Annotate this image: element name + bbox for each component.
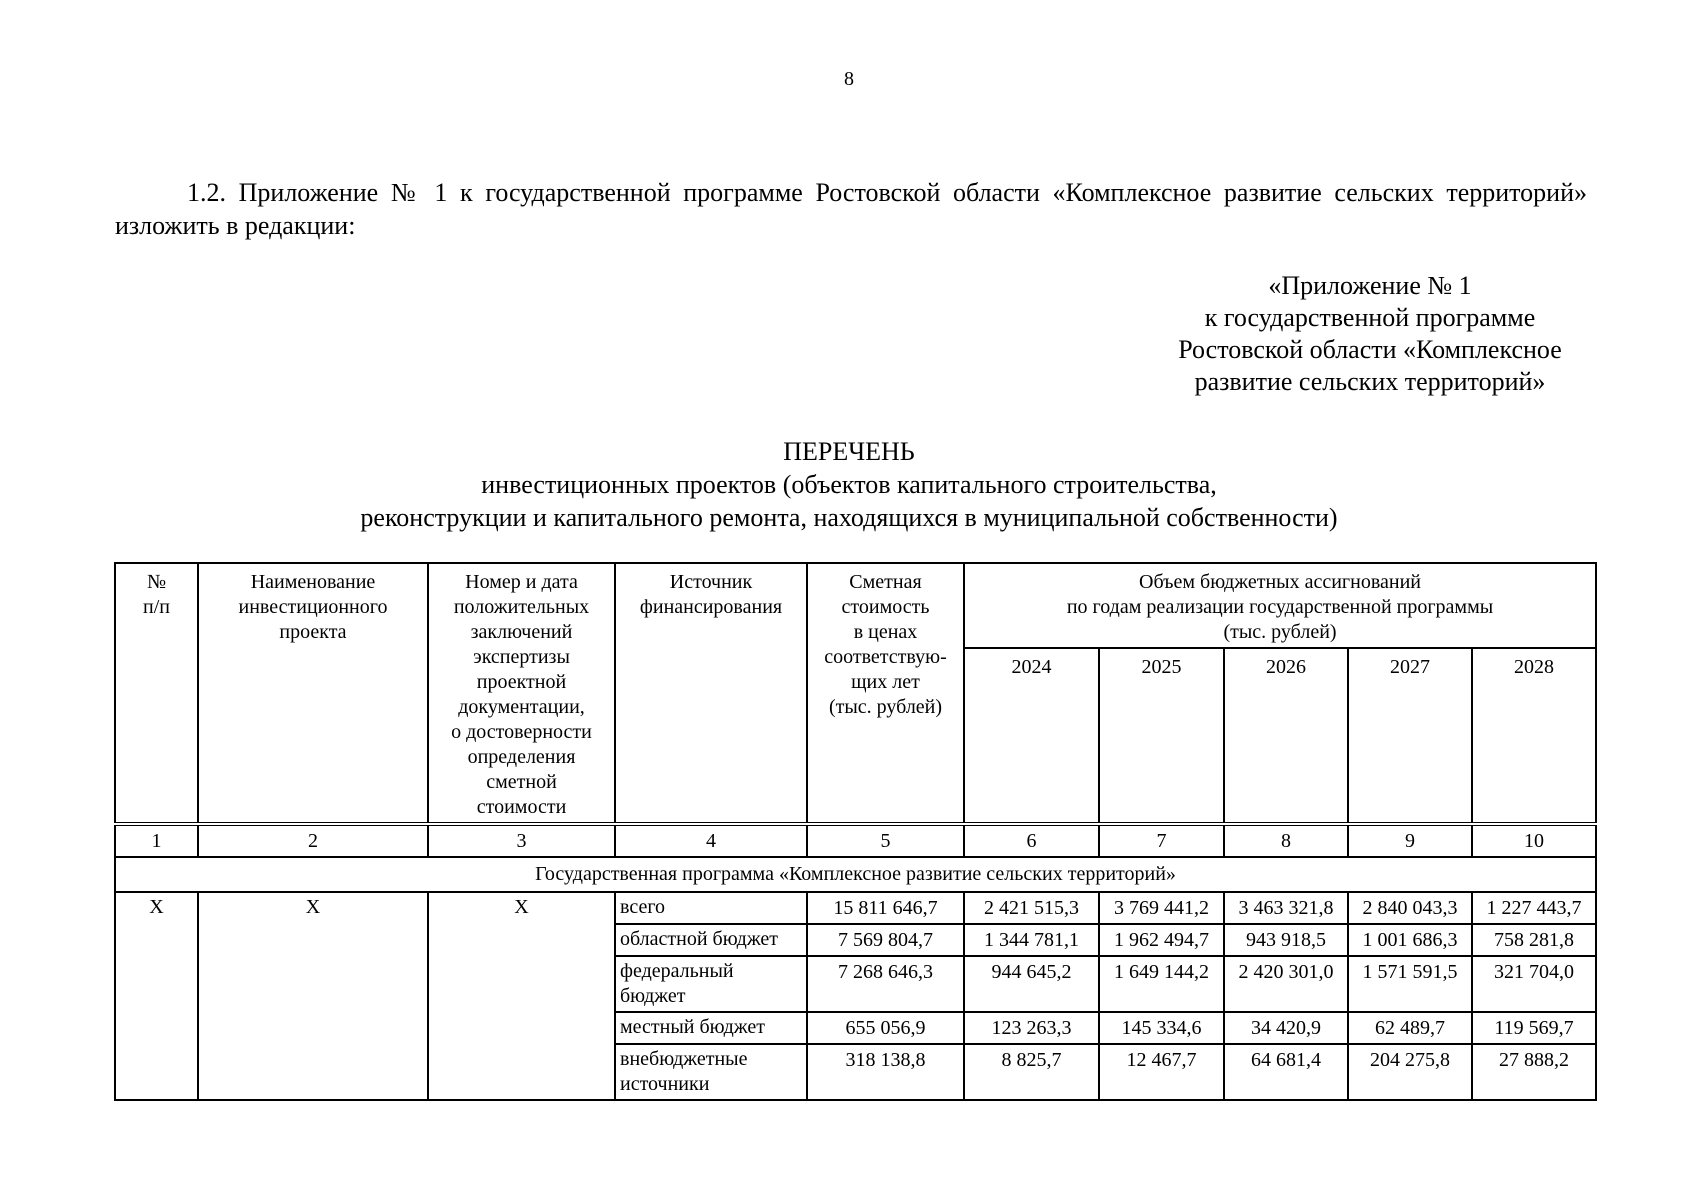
header-number [115,563,198,824]
header-text: инвестиционного [238,596,388,618]
year-value-cell: 27 888,2 [1472,1044,1596,1100]
column-number: 9 [1348,824,1472,857]
column-numbers-row [115,824,1596,857]
table-row [115,892,1596,924]
year-value-cell: 1 001 686,3 [1348,924,1472,956]
header-text: Сметная [849,571,922,593]
placeholder-cell: Х [198,892,428,1100]
year-value-cell: 944 645,2 [964,956,1099,1012]
year-value-cell: 3 463 321,8 [1224,892,1348,924]
header-year-2025: 2025 [1099,648,1224,824]
year-value-cell: 62 489,7 [1348,1012,1472,1044]
header-text: определения [467,746,576,768]
year-value-cell: 2 421 515,3 [964,892,1099,924]
source-cell: федеральный бюджет [615,956,807,1012]
header-text: Источник [669,571,753,593]
header-text: заключений [470,621,573,643]
header-estimate [807,563,964,824]
list-title-heading: ПЕРЕЧЕНЬ [783,437,915,466]
year-value-cell: 145 334,6 [1099,1012,1224,1044]
header-text: Наименование [250,571,376,593]
header-year-2027: 2027 [1348,648,1472,824]
header-expertise [428,563,615,824]
column-number: 10 [1472,824,1596,857]
header-text: по годам реализации государственной программы [1066,596,1494,618]
header-text: Номер и дата [465,571,578,593]
investment-projects-table [114,562,1597,1101]
placeholder-cell: Х [115,892,198,1100]
appendix-note-line: «Приложение № 1 [1268,271,1472,300]
header-year-2024: 2024 [964,648,1099,824]
program-title: Государственная программа «Комплексное развитие сельских территорий» [115,857,1596,892]
year-value-cell: 2 420 301,0 [1224,956,1348,1012]
column-number: 2 [198,824,428,857]
appendix-note [1130,270,1610,398]
year-value-cell: 204 275,8 [1348,1044,1472,1100]
header-text: о достоверности [451,721,592,743]
year-value-cell: 943 918,5 [1224,924,1348,956]
column-number: 7 [1099,824,1224,857]
header-row [115,563,1596,648]
header-text: (тыс. рублей) [828,696,943,718]
header-text: сметной [486,771,557,793]
year-value-cell: 64 681,4 [1224,1044,1348,1100]
year-value-cell: 1 344 781,1 [964,924,1099,956]
column-number: 1 [115,824,198,857]
intro-paragraph: 1.2. Приложение № 1 к государственной программе Ростовской области «Комплексное развитие сельских территорий» изложить в редакции: [115,178,1587,240]
source-cell: областной бюджет [615,924,807,956]
page-number: 8 [844,68,854,90]
year-value-cell: 1 649 144,2 [1099,956,1224,1012]
year-value-cell: 1 571 591,5 [1348,956,1472,1012]
header-text: п/п [143,596,170,618]
header-text: (тыс. рублей) [1223,621,1337,643]
list-title-line: реконструкции и капитального ремонта, находящихся в муниципальной собственности) [360,503,1338,532]
year-value-cell: 12 467,7 [1099,1044,1224,1100]
year-value-cell: 3 769 441,2 [1099,892,1224,924]
year-value-cell: 2 840 043,3 [1348,892,1472,924]
list-title [0,435,1698,534]
year-value-cell: 8 825,7 [964,1044,1099,1100]
source-cell: местный бюджет [615,1012,807,1044]
header-text: положительных [453,596,590,618]
placeholder-cell: Х [428,892,615,1100]
appendix-note-line: развитие сельских территорий» [1194,367,1546,396]
year-value-cell: 119 569,7 [1472,1012,1596,1044]
estimate-cell: 7 268 646,3 [807,956,964,1012]
column-number: 3 [428,824,615,857]
header-text: щих лет [851,671,920,693]
header-text: № [146,571,167,593]
header-text: в ценах [853,621,918,643]
column-number: 5 [807,824,964,857]
column-number: 4 [615,824,807,857]
estimate-cell: 318 138,8 [807,1044,964,1100]
program-title-row [115,857,1596,892]
header-text: проекта [279,621,347,643]
header-text: соответствую- [824,646,947,668]
year-value-cell: 758 281,8 [1472,924,1596,956]
header-year-2026: 2026 [1224,648,1348,824]
header-text: Объем бюджетных ассигнований [1139,571,1422,593]
year-value-cell: 123 263,3 [964,1012,1099,1044]
header-text: финансирования [639,596,783,618]
column-number: 8 [1224,824,1348,857]
header-text: проектной [476,671,567,693]
appendix-note-line: к государственной программе [1204,303,1536,332]
appendix-note-line: Ростовской области «Комплексное [1178,335,1562,364]
year-value-cell: 321 704,0 [1472,956,1596,1012]
header-text: экспертизы [473,646,570,668]
estimate-cell: 655 056,9 [807,1012,964,1044]
year-value-cell: 1 962 494,7 [1099,924,1224,956]
source-cell: внебюджетные источники [615,1044,807,1100]
header-year-2028: 2028 [1472,648,1596,824]
header-budget-volume [964,563,1596,648]
header-text: документации, [458,696,585,718]
year-value-cell: 34 420,9 [1224,1012,1348,1044]
year-value-cell: 1 227 443,7 [1472,892,1596,924]
header-text: стоимости [476,796,567,818]
list-title-line: инвестиционных проектов (объектов капитального строительства, [481,470,1217,499]
header-text: стоимость [841,596,930,618]
header-project-name [198,563,428,824]
header-source [615,563,807,824]
source-cell: всего [615,892,807,924]
estimate-cell: 7 569 804,7 [807,924,964,956]
estimate-cell: 15 811 646,7 [807,892,964,924]
column-number: 6 [964,824,1099,857]
